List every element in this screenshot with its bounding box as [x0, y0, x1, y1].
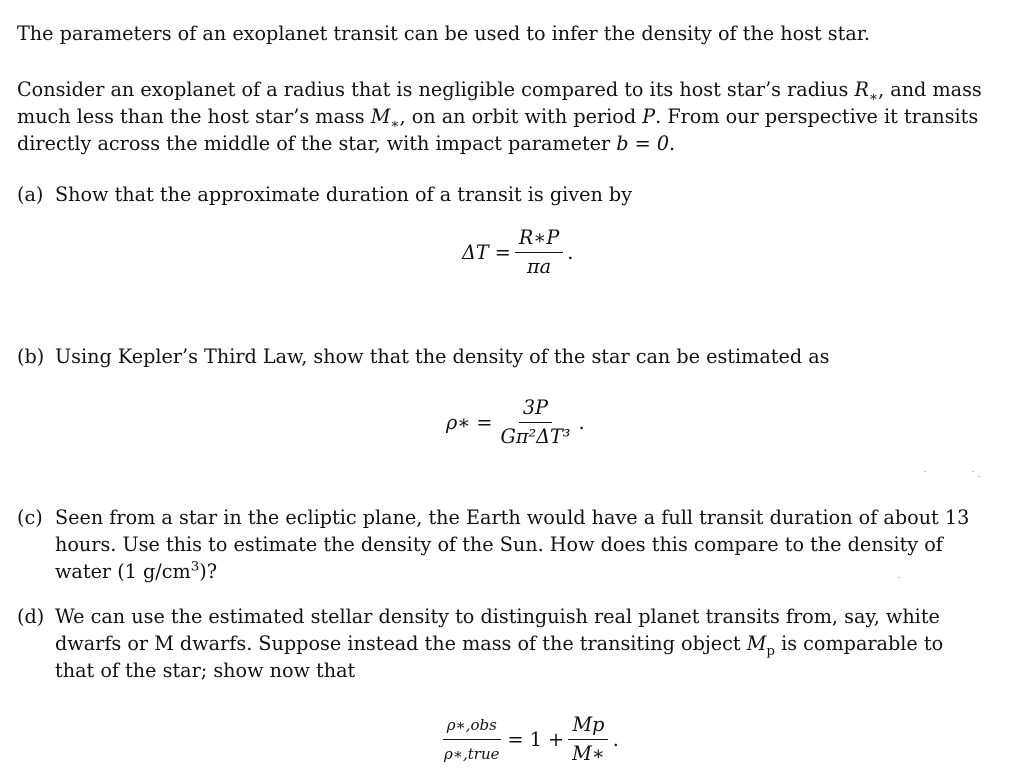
part-c [17, 504, 987, 585]
part-a-text: Show that the approximate duration of a transit is given by [55, 183, 633, 206]
period-symbol: P [642, 105, 656, 128]
m-star-subscript: ∗ [390, 116, 400, 132]
part-c-text [55, 504, 987, 585]
setup-text-1: Consider an exoplanet of a radius that is negligible compared to its host star’s radius [17, 78, 855, 101]
eq-d-numerator-2: Mp [568, 713, 608, 740]
intro-text: The parameters of an exoplanet transit can be used to infer the density of the host star. [17, 22, 870, 45]
mp-symbol: M [746, 632, 767, 655]
mp-subscript: p [766, 643, 775, 659]
eq-d-middle: = 1 + [507, 728, 565, 751]
eq-b-period: . [578, 411, 585, 434]
eq-a-fraction [515, 226, 563, 279]
eq-a-denominator: πa [527, 255, 552, 278]
setup-text-3: , on an orbit with period [399, 105, 643, 128]
r-star-symbol: R [854, 78, 869, 101]
eq-b-denominator: Gπ²ΔT³ [500, 425, 571, 448]
impact-parameter: b = 0 [616, 132, 670, 155]
m-star-symbol: M [370, 105, 391, 128]
setup-text-2: , and mass much less than the host star’s mass [17, 78, 982, 128]
part-b [17, 343, 987, 370]
eq-d-density-fraction [440, 713, 504, 766]
part-d-text [55, 603, 987, 684]
equation-transit-duration [462, 226, 573, 279]
part-c-text-2: )? [199, 560, 218, 583]
scan-speck [898, 577, 900, 578]
eq-d-denominator-2: M∗ [572, 742, 605, 765]
part-c-text-1: Seen from a star in the ecliptic plane, the Earth would have a full transit duration of about 13 hours. Use this to estimate the density of the Sun. How does this compare to the density of water (1 g/cm [55, 506, 970, 583]
eq-d-denominator-1: ρ∗,true [444, 745, 500, 763]
part-d [17, 603, 987, 684]
part-a [17, 181, 987, 208]
eq-b-lhs: ρ∗ = [446, 411, 493, 434]
scan-speck [972, 471, 974, 472]
part-c-superscript: 3 [190, 559, 200, 575]
scan-speck [924, 471, 926, 472]
part-c-label: (c) [17, 506, 43, 529]
eq-d-numerator-1: ρ∗,obs [443, 713, 501, 740]
part-d-label: (d) [17, 605, 45, 628]
eq-b-numerator: 3P [519, 396, 552, 423]
eq-d-mass-fraction [568, 713, 609, 766]
part-a-label: (a) [17, 183, 44, 206]
eq-a-numerator: R∗P [515, 226, 563, 253]
part-d-text-2: is comparable to that of the star; show now that [55, 632, 944, 682]
equation-density-ratio [436, 713, 619, 766]
eq-d-period: . [612, 728, 619, 751]
r-star-subscript: ∗ [868, 89, 879, 105]
part-b-label: (b) [17, 345, 45, 368]
eq-a-period: . [567, 241, 574, 264]
setup-paragraph [17, 76, 987, 157]
part-d-text-1: We can use the estimated stellar density to distinguish real planet transits from, say, white dwarfs or M dwarfs. Suppose instead the mass of the transiting object [55, 605, 940, 655]
scan-speck [978, 476, 980, 477]
setup-text-4: . From our perspective it transits directly across the middle of the star, with impact parameter [17, 105, 979, 155]
equation-stellar-density [446, 396, 585, 449]
setup-text-5: . [669, 132, 676, 155]
part-b-text: Using Kepler’s Third Law, show that the density of the star can be estimated as [55, 345, 830, 368]
eq-a-lhs: ΔT = [462, 241, 511, 264]
eq-b-fraction [497, 396, 575, 449]
